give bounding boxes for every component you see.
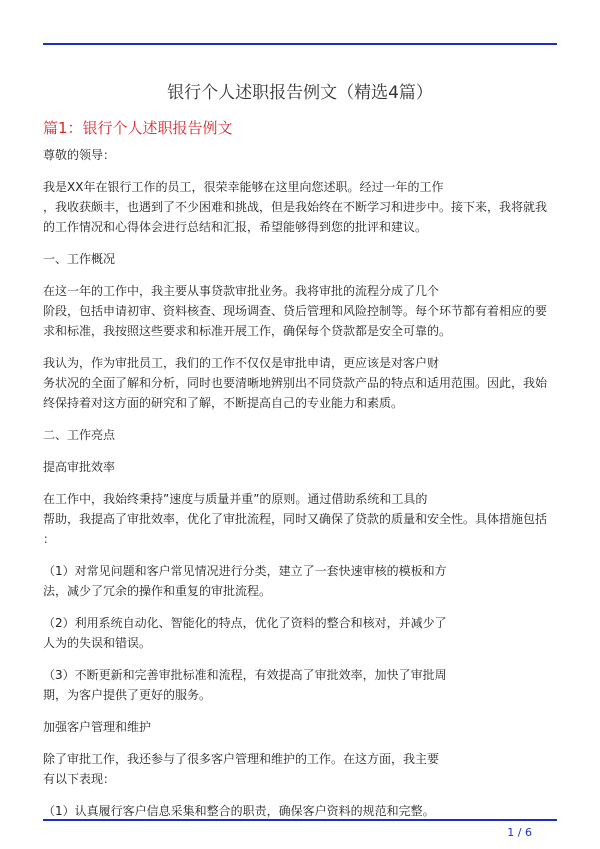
- page-number: 1 / 6: [507, 826, 532, 839]
- heading-work-overview: 一、工作概况: [43, 252, 116, 266]
- paragraph-customer-management: 除了审批工作，我还参与了很多客户管理和维护的工作。在这方面，我主要 有以下表现：: [43, 752, 440, 786]
- list-item-efficiency-2: （2）利用系统自动化、智能化的特点，优化了资料的整合和核对，并减少了 人为的失误和错误。: [43, 616, 447, 650]
- paragraph-salutation: 尊敬的领导：: [43, 148, 116, 162]
- footer-rule: [43, 819, 557, 821]
- document-body: [43, 145, 557, 833]
- heading-work-highlights: 二、工作亮点: [43, 428, 116, 442]
- section-heading: 篇1：银行个人述职报告例文: [43, 119, 233, 137]
- paragraph-overview-2: 我认为，作为审批员工，我们的工作不仅仅是审批申请，更应该是对客户财 务状况的全面了解和分析，同时也要清晰地辨别出不同贷款产品的特点和适用范围。因此，我始终保持着对这方面的研究和了解，不断提高自己的专业能力和素质。: [43, 356, 548, 410]
- paragraph-overview-1: 在这一年的工作中，我主要从事贷款审批业务。我将审批的流程分成了几个 阶段，包括申请初审、资料核查、现场调查、贷后管理和风险控制等。每个环节都有着相应的要求和标准，我按照这些要求和标准开展工作，确保每个贷款都是安全可靠的。: [43, 284, 548, 338]
- list-item-efficiency-1: （1）对常见问题和客户常见情况进行分类，建立了一套快速审核的模板和方 法，减少了冗余的操作和重复的审批流程。: [43, 564, 447, 598]
- paragraph-intro: 我是XX年在银行工作的员工，很荣幸能够在这里向您述职。经过一年的工作 ，我收获颇丰，也遇到了不少困难和挑战，但是我始终在不断学习和进步中。接下来，我将就我的工作情况和心得体会进行总结和汇报，希望能够得到您的批评和建议。: [43, 180, 548, 234]
- subheading-efficiency: 提高审批效率: [43, 460, 116, 474]
- paragraph-efficiency: 在工作中，我始终秉持”速度与质量并重”的原则。通过借助系统和工具的 帮助，我提高了审批效率，优化了审批流程，同时又确保了贷款的质量和安全性。具体措施包括 ：: [43, 492, 548, 546]
- list-item-efficiency-3: （3）不断更新和完善审批标准和流程，有效提高了审批效率，加快了审批周 期，为客户提供了更好的服务。: [43, 668, 447, 702]
- list-item-customer-1: （1）认真履行客户信息采集和整合的职责，确保客户资料的规范和完整。: [43, 804, 435, 818]
- header-rule: [43, 43, 557, 45]
- document-title: 银行个人述职报告例文（精选4篇）: [167, 83, 433, 103]
- subheading-customer-management: 加强客户管理和维护: [43, 720, 152, 734]
